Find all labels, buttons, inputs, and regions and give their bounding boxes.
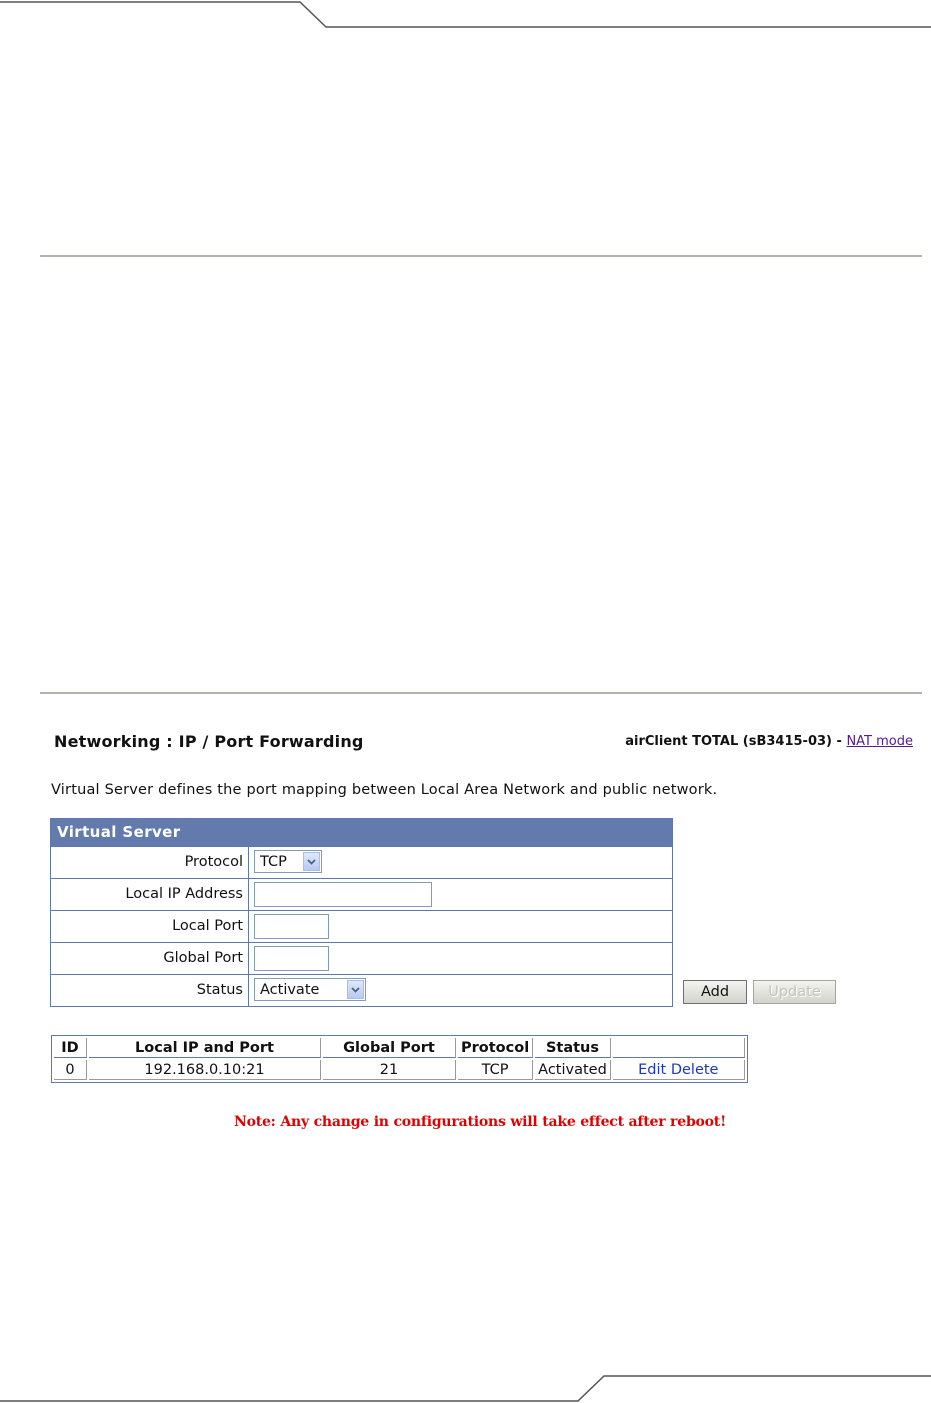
protocol-select[interactable] [254,850,322,873]
chevron-down-icon[interactable] [303,852,320,871]
row-global-port: 21 [323,1060,456,1080]
divider-middle [40,692,922,694]
update-button[interactable]: Update [753,980,836,1004]
row-local-ip-port: 192.168.0.10:21 [89,1060,321,1080]
status-select[interactable] [254,978,366,1001]
local-ip-input[interactable] [254,882,432,907]
table-header-row [54,1038,745,1058]
col-status: Status [535,1038,611,1058]
col-actions [613,1038,745,1058]
status-label: Status [51,975,249,1006]
local-ip-label: Local IP Address [51,879,249,910]
page-title: Networking : IP / Port Forwarding [54,732,364,751]
virtual-server-heading: Virtual Server [51,819,672,846]
row-actions [613,1060,745,1080]
protocol-selected-value: TCP [260,853,287,870]
reboot-note: Note: Any change in configurations will take effect after reboot! [233,1114,727,1130]
row-id: 0 [54,1060,87,1080]
row-protocol: TCP [458,1060,533,1080]
add-button[interactable]: Add [683,980,747,1004]
device-name: airClient TOTAL (sB3415-03) [625,734,832,749]
global-port-row [51,942,672,974]
col-local-ip-port: Local IP and Port [89,1038,321,1058]
row-status: Activated [535,1060,611,1080]
col-protocol: Protocol [458,1038,533,1058]
page-description: Virtual Server defines the port mapping between Local Area Network and public network. [51,782,718,798]
table-row [54,1060,745,1080]
global-port-input[interactable] [254,946,329,971]
virtual-server-form [50,818,673,1007]
local-port-row [51,910,672,942]
protocol-row [51,846,672,878]
forwarding-table [51,1035,748,1083]
local-port-input[interactable] [254,914,329,939]
chevron-down-icon[interactable] [347,980,364,999]
nat-mode-link[interactable]: NAT mode [846,734,913,749]
local-port-label: Local Port [51,911,249,942]
delete-link[interactable]: Delete [670,1061,719,1078]
status-selected-value: Activate [260,981,320,998]
status-row [51,974,672,1006]
divider-top [40,255,922,257]
col-id: ID [54,1038,87,1058]
edit-link[interactable]: Edit [638,1061,667,1078]
global-port-label: Global Port [51,943,249,974]
local-ip-row [51,878,672,910]
protocol-label: Protocol [51,847,249,878]
title-separator: - [831,734,847,749]
device-info [625,734,913,749]
col-global-port: Global Port [323,1038,456,1058]
